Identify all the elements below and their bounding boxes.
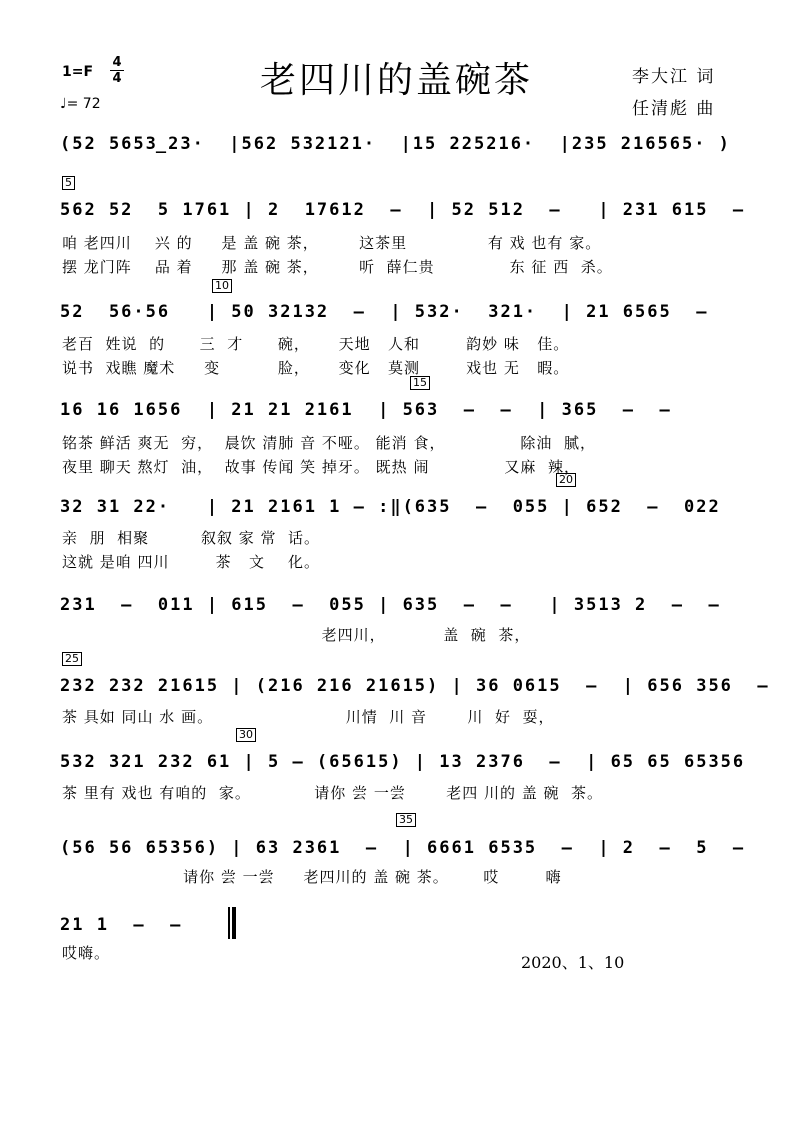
score-line-3: 52 56·56 | 50 32132 – | 532· 321· | 21 6565 – [60, 302, 709, 322]
lyrics-line-8a: 茶 里有 戏也 有咱的 家。 请你 尝 一尝 老四 川的 盖 碗 茶。 [62, 784, 604, 802]
date-footer: 2020、1、10 [521, 953, 625, 972]
measure-number: 30 [236, 728, 256, 742]
meter-bottom: 4 [112, 71, 122, 86]
score-line-7: 232 232 21615 | (216 216 21615) | 36 0615 – | 656 356 – [60, 676, 770, 696]
measure-number: 20 [556, 473, 576, 487]
lyricist-credit: 李大江 词 [632, 67, 716, 87]
measure-number: 25 [62, 652, 82, 666]
composer-credit: 任清彪 曲 [632, 99, 716, 119]
score-line-9: (56 56 65356) | 63 2361 – | 6661 6535 – | 2 – 5 – [60, 838, 746, 858]
song-title: 老四川的盖碗茶 [259, 60, 533, 101]
measure-number: 5 [62, 176, 75, 190]
lyrics-line-7a: 茶 具如 同山 水 画。 川情 川 音 川 好 耍， [62, 708, 555, 726]
score-line-8: 532 321 232 61 | 5 – (65615) | 13 2376 – | 65 65 65356 [60, 752, 746, 772]
score-line-5: 32 31 22· | 21 2161 1 – :‖(635 – 055 | 652 – 022 [60, 497, 721, 517]
lyrics-line-10a: 哎嗨。 [62, 944, 111, 962]
lyrics-line-5a: 亲 朋 相聚 叙叙 家 常 话。 [62, 529, 321, 547]
score-line-4: 16 16 1656 | 21 21 2161 | 563 – – | 365 – – [60, 400, 672, 420]
score-line-6: 231 – 011 | 615 – 055 | 635 – – | 3513 2 – – [60, 595, 721, 615]
lyrics-line-3b: 说书 戏瞧 魔术 变 脸， 变化 莫测 戏也 无 暇。 [62, 359, 570, 377]
lyrics-line-9a: 请你 尝 一尝 老四川的 盖 碗 茶。 哎 嗨 [62, 868, 562, 886]
lyrics-line-4b: 夜里 聊天 熬灯 油， 故事 传闻 笑 掉牙。 既热 闹 又麻 辣， [62, 458, 580, 476]
measure-number: 35 [396, 813, 416, 827]
lyrics-line-2a: 咱 老四川 兴 的 是 盖 碗 茶， 这茶里 有 戏 也有 家。 [62, 234, 602, 252]
time-signature [110, 56, 124, 85]
meter-top: 4 [112, 55, 122, 70]
lyrics-line-2b: 摆 龙门阵 品 着 那 盖 碗 茶， 听 薛仁贵 东 征 西 杀。 [62, 258, 613, 276]
lyrics-line-4a: 铭茶 鲜活 爽无 穷， 晨饮 清肺 音 不哑。 能消 食， 除油 腻， [62, 434, 596, 452]
final-barline-thick [232, 907, 236, 939]
lyrics-line-6a: 老四川， 盖 碗 茶， [62, 626, 531, 644]
score-line-1: (52 5653̲23· |562 532121· |15 225216· |235 216565· ) [60, 134, 731, 154]
tempo-marking: ♩= 72 [60, 96, 101, 112]
measure-number: 10 [212, 279, 232, 293]
key-signature: 1=F [62, 64, 94, 80]
final-barline-thin [228, 907, 230, 939]
lyrics-line-3a: 老百 姓说 的 三 才 碗， 天地 人和 韵妙 味 佳。 [62, 335, 570, 353]
lyrics-line-5b: 这就 是咱 四川 茶 文 化。 [62, 553, 321, 571]
measure-number: 15 [410, 376, 430, 390]
score-line-2: 562 52 5 1761 | 2 17612 – | 52 512 – | 231 615 – [60, 200, 746, 220]
score-line-10: 21 1 – – [60, 915, 183, 935]
